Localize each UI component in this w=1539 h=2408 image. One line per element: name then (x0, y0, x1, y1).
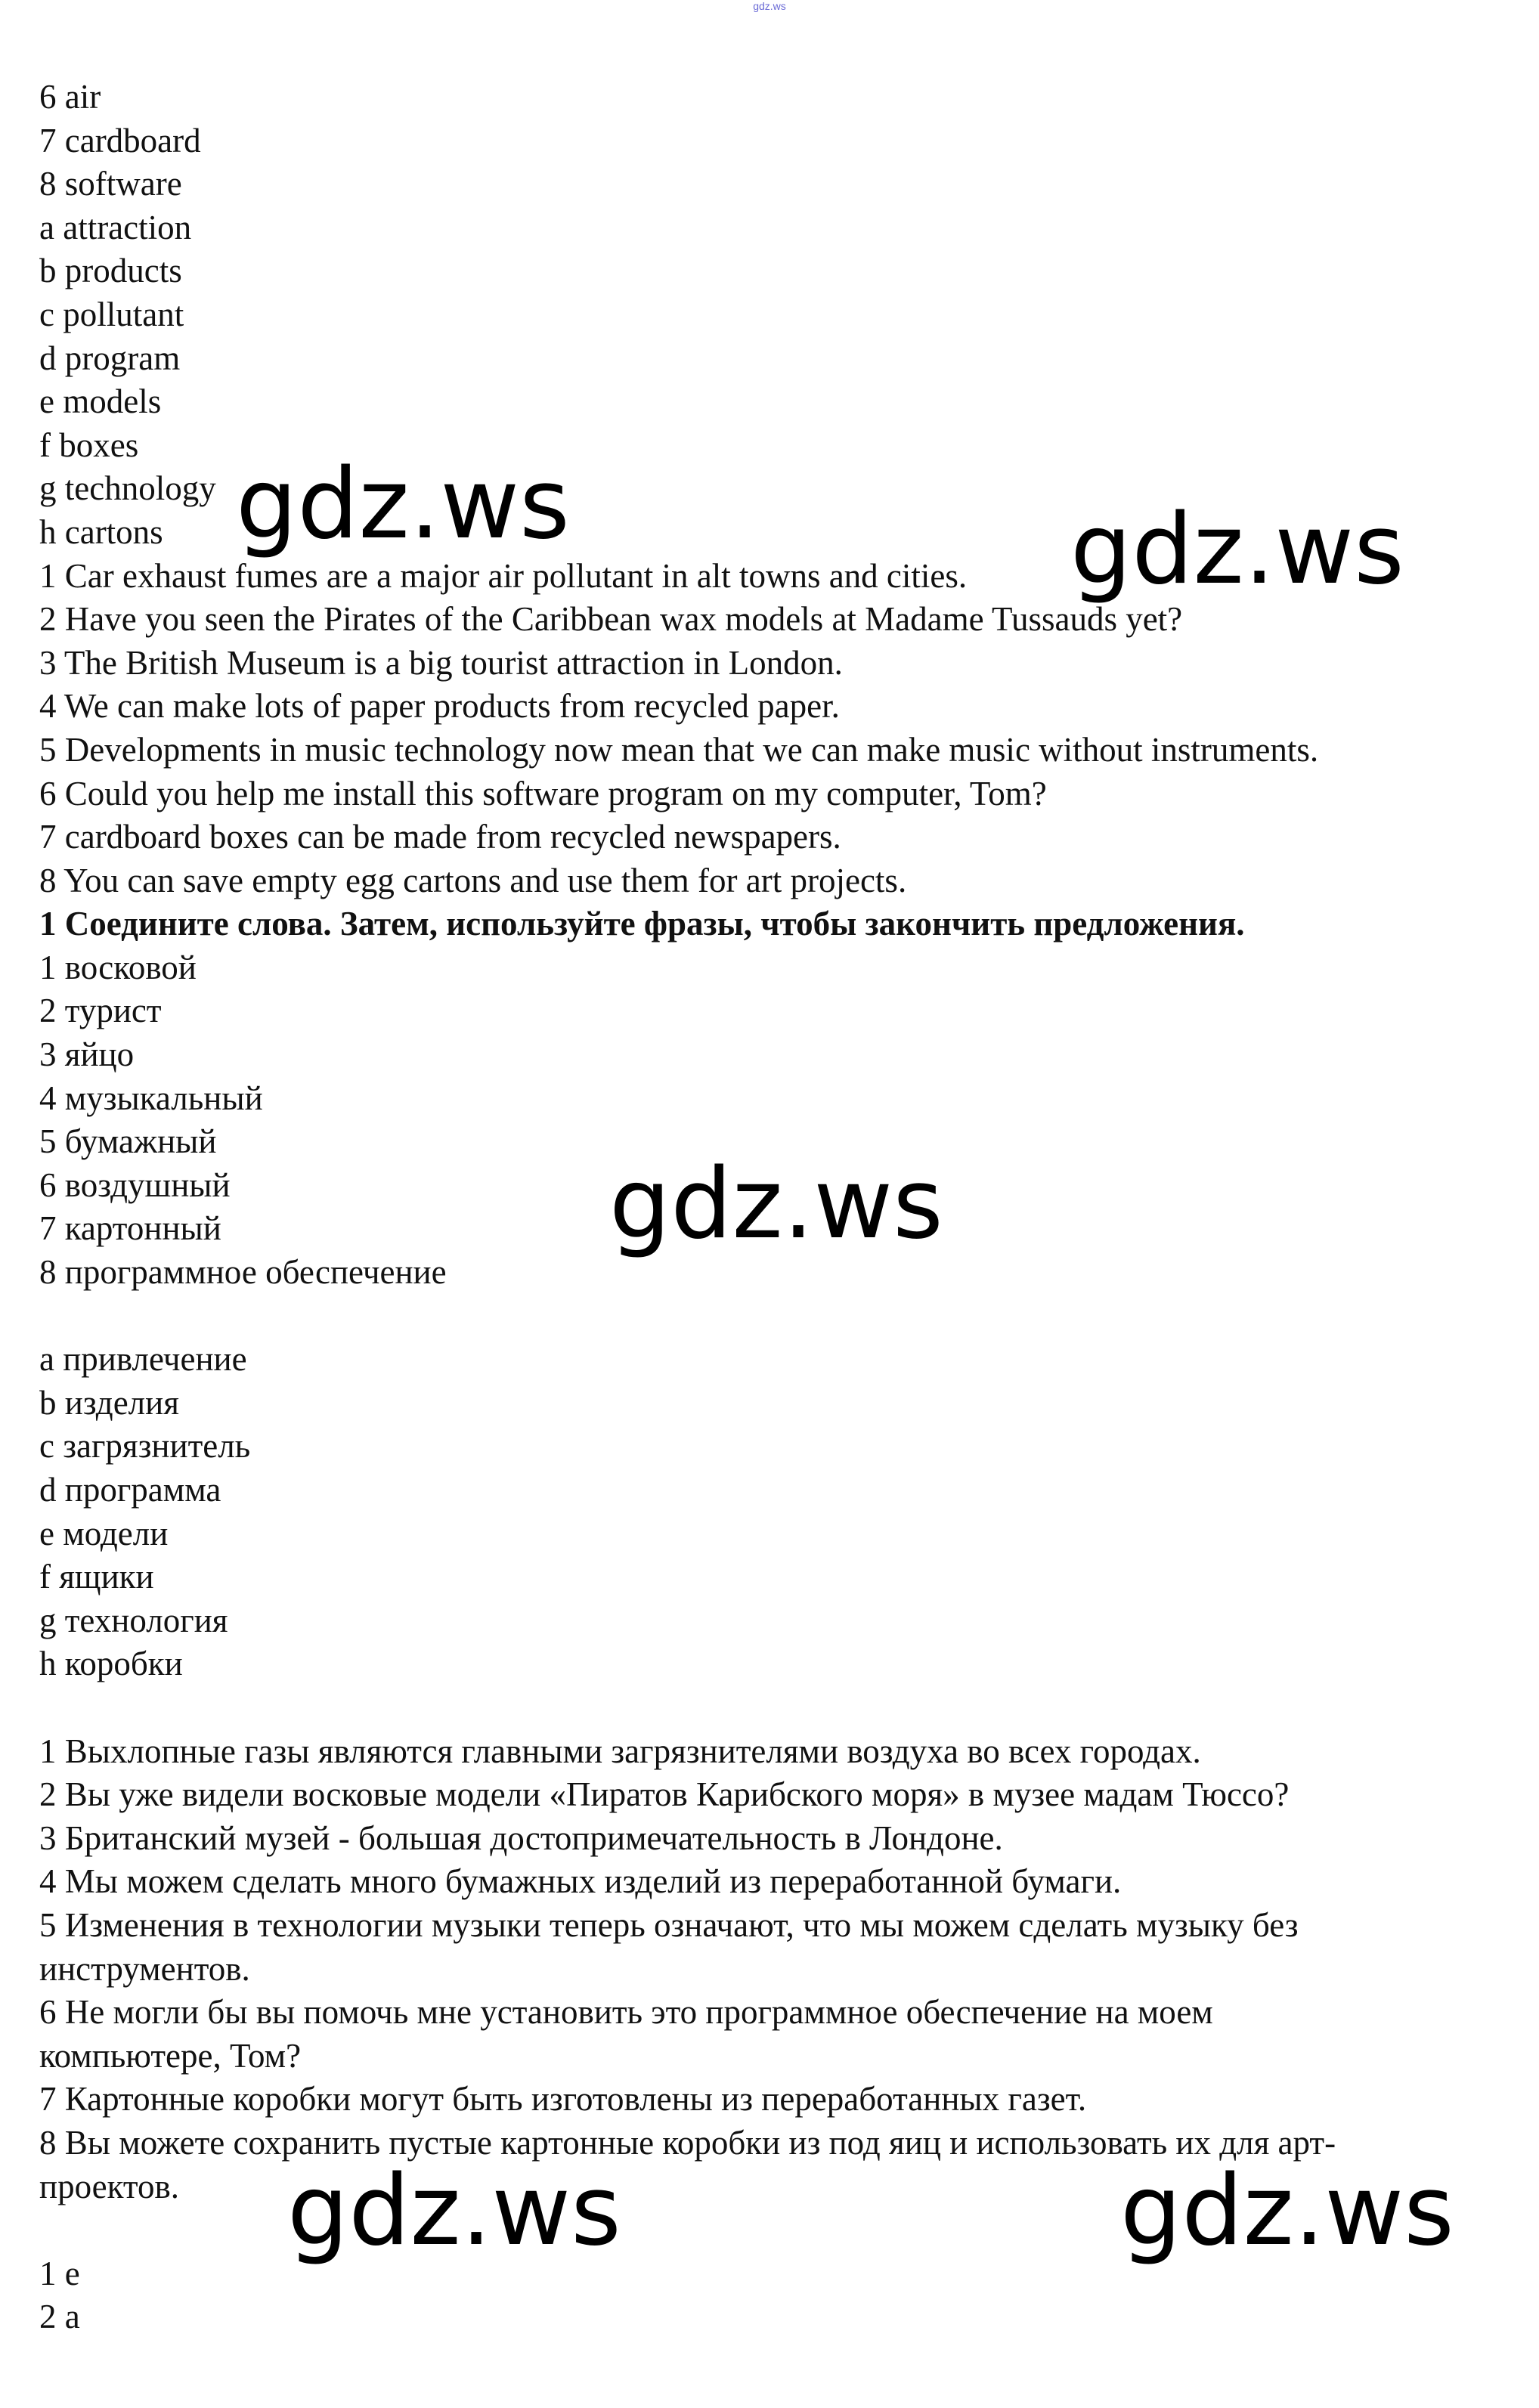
text-line: 6 Could you help me install this software program on my computer, Tom? (39, 774, 1047, 812)
text-line: 8 You can save empty egg cartons and use them for art projects. (39, 861, 907, 899)
text-line: b изделия (39, 1383, 179, 1422)
text-line: 5 бумажный (39, 1122, 217, 1161)
text-line: 5 Developments in music technology now mean that we can make music without instruments. (39, 730, 1319, 769)
watermark: gdz.ws (236, 448, 570, 561)
text-line: 3 The British Museum is a big tourist attraction in London. (39, 643, 843, 682)
text-line: e models (39, 382, 162, 421)
text-line: 7 картонный (39, 1209, 221, 1248)
text-line: 7 cardboard (39, 121, 201, 159)
text-line: 6 air (39, 78, 101, 116)
text-line: 2 Have you seen the Pirates of the Caribbean wax models at Madame Tussauds yet? (39, 600, 1183, 639)
text-line: 4 We can make lots of paper products from recycled paper. (39, 687, 840, 726)
watermark: gdz.ws (1120, 2155, 1454, 2267)
text-line: g technology (39, 469, 216, 508)
text-line: a attraction (39, 208, 192, 246)
header-watermark: gdz.ws (753, 0, 786, 12)
text-line: 8 software (39, 165, 182, 203)
text-line: проектов. (39, 2167, 179, 2205)
text-line: 6 Не могли бы вы помочь мне установить это программное обеспечение на моем (39, 1993, 1213, 2032)
text-line: 3 яйцо (39, 1035, 135, 1074)
text-line: инструментов. (39, 1949, 250, 1988)
text-line: 4 музыкальный (39, 1079, 263, 1117)
text-line: 2 Вы уже видели восковые модели «Пиратов Карибского моря» в музее мадам Тюссо? (39, 1775, 1290, 1814)
text-line: d программа (39, 1471, 221, 1509)
text-line: 7 Картонные коробки могут быть изготовлены из переработанных газет. (39, 2080, 1087, 2119)
text-line: 7 cardboard boxes can be made from recycled newspapers. (39, 818, 841, 856)
text-line: h cartons (39, 512, 163, 551)
text-line: e модели (39, 1514, 169, 1552)
text-line: 2 a (39, 2298, 80, 2336)
text-line: h коробки (39, 1645, 183, 1683)
text-line: 1 восковой (39, 948, 197, 986)
text-line: 3 Британский музей - большая достопримечательность в Лондоне. (39, 1818, 1003, 1857)
blank-line (39, 1295, 1506, 1339)
text-line: 6 воздушный (39, 1165, 231, 1204)
text-line: a привлечение (39, 1340, 247, 1379)
blank-line (39, 1686, 1506, 1730)
text-line: 5 Изменения в технологии музыки теперь означают, что мы можем сделать музыку без (39, 1905, 1299, 1944)
text-line: 2 турист (39, 992, 162, 1030)
task-heading: 1 Соедините слова. Затем, используйте фразы, чтобы закончить предложения. (39, 905, 1245, 943)
text-line: c pollutant (39, 295, 184, 333)
watermark: gdz.ws (609, 1148, 943, 1261)
watermark: gdz.ws (1070, 494, 1404, 606)
text-line: 1 Car exhaust fumes are a major air pollutant in alt towns and cities. (39, 556, 968, 595)
text-line: b products (39, 252, 182, 290)
text-line: 8 программное обеспечение (39, 1253, 447, 1292)
text-line: c загрязнитель (39, 1427, 251, 1466)
text-line: 4 Мы можем сделать много бумажных изделий из переработанной бумаги. (39, 1862, 1122, 1901)
text-line: f boxes (39, 426, 139, 464)
text-line: 1 e (39, 2254, 80, 2292)
watermark: gdz.ws (287, 2155, 621, 2267)
text-line: g технология (39, 1601, 228, 1639)
text-line: 1 Выхлопные газы являются главными загрязнителями воздуха во всех городах. (39, 1732, 1201, 1770)
text-line: 8 Вы можете сохранить пустые картонные коробки из под яиц и использовать их для арт- (39, 2123, 1336, 2162)
text-line: f ящики (39, 1558, 154, 1596)
text-line: d program (39, 339, 181, 377)
text-line: компьютере, Том? (39, 2036, 302, 2075)
